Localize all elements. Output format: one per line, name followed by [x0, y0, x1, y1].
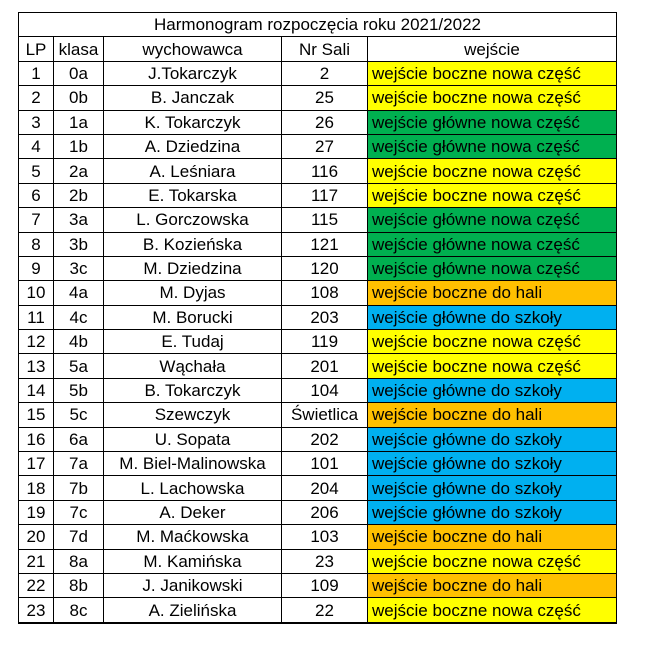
cell-wejscie: wejście główne do szkoły — [368, 427, 617, 451]
cell-wejscie: wejście główne nowa część — [368, 208, 617, 232]
header-row — [19, 37, 617, 61]
table-row — [19, 452, 617, 476]
cell-wychowawca: M. Dziedzina — [104, 256, 282, 280]
cell-wychowawca: M. Maćkowska — [104, 525, 282, 549]
cell-wychowawca: Wąchała — [104, 354, 282, 378]
cell-wejscie: wejście boczne nowa część — [368, 86, 617, 110]
header-sala: Nr Sali — [282, 37, 368, 61]
cell-lp: 15 — [19, 403, 54, 427]
table-row — [19, 110, 617, 134]
cell-sala: 27 — [282, 134, 368, 158]
cell-klasa: 7a — [54, 452, 104, 476]
cell-klasa: 2b — [54, 183, 104, 207]
cell-sala: 121 — [282, 232, 368, 256]
cell-wychowawca: J. Janikowski — [104, 573, 282, 597]
cell-klasa: 2a — [54, 159, 104, 183]
cell-wychowawca: L. Lachowska — [104, 476, 282, 500]
cell-lp: 17 — [19, 452, 54, 476]
table-row — [19, 427, 617, 451]
cell-lp: 2 — [19, 86, 54, 110]
cell-wychowawca: K. Tokarczyk — [104, 110, 282, 134]
table-row — [19, 403, 617, 427]
cell-wychowawca: A. Leśniara — [104, 159, 282, 183]
cell-sala: 103 — [282, 525, 368, 549]
table-row — [19, 134, 617, 158]
table-row — [19, 330, 617, 354]
cell-klasa: 1b — [54, 134, 104, 158]
cell-lp: 1 — [19, 61, 54, 85]
cell-wychowawca: L. Gorczowska — [104, 208, 282, 232]
cell-sala: 201 — [282, 354, 368, 378]
table-row — [19, 281, 617, 305]
table-row — [19, 305, 617, 329]
table-row — [19, 525, 617, 549]
table-row — [19, 378, 617, 402]
header-wejscie: wejście — [368, 37, 617, 61]
cell-klasa: 3a — [54, 208, 104, 232]
cell-sala: 203 — [282, 305, 368, 329]
cell-wychowawca: E. Tokarska — [104, 183, 282, 207]
table-row — [19, 256, 617, 280]
cell-sala: 23 — [282, 549, 368, 573]
cell-wejscie: wejście boczne nowa część — [368, 61, 617, 85]
cell-wejscie: wejście boczne do hali — [368, 525, 617, 549]
title-row — [19, 13, 617, 37]
cell-sala: 108 — [282, 281, 368, 305]
cell-wejscie: wejście główne do szkoły — [368, 305, 617, 329]
table-row — [19, 354, 617, 378]
cell-wychowawca: A. Deker — [104, 500, 282, 524]
cell-wejscie: wejście główne nowa część — [368, 110, 617, 134]
cell-wejscie: wejście boczne do hali — [368, 281, 617, 305]
cell-wychowawca: M. Kamińska — [104, 549, 282, 573]
cell-lp: 6 — [19, 183, 54, 207]
cell-klasa: 8c — [54, 598, 104, 623]
cell-lp: 14 — [19, 378, 54, 402]
cell-lp: 19 — [19, 500, 54, 524]
cell-wejscie: wejście główne do szkoły — [368, 476, 617, 500]
cell-wejscie: wejście boczne nowa część — [368, 183, 617, 207]
cell-lp: 11 — [19, 305, 54, 329]
cell-klasa: 4b — [54, 330, 104, 354]
cell-lp: 9 — [19, 256, 54, 280]
cell-wychowawca: A. Dziedzina — [104, 134, 282, 158]
cell-sala: 109 — [282, 573, 368, 597]
cell-klasa: 4c — [54, 305, 104, 329]
cell-wejscie: wejście główne do szkoły — [368, 378, 617, 402]
table-row — [19, 183, 617, 207]
cell-wychowawca: M. Borucki — [104, 305, 282, 329]
cell-wychowawca: Szewczyk — [104, 403, 282, 427]
cell-wychowawca: U. Sopata — [104, 427, 282, 451]
cell-wychowawca: J.Tokarczyk — [104, 61, 282, 85]
cell-sala: 104 — [282, 378, 368, 402]
cell-klasa: 5a — [54, 354, 104, 378]
table-row — [19, 232, 617, 256]
cell-sala: 202 — [282, 427, 368, 451]
table-row — [19, 476, 617, 500]
cell-wychowawca: A. Zielińska — [104, 598, 282, 623]
table-title: Harmonogram rozpoczęcia roku 2021/2022 — [19, 13, 617, 37]
cell-wychowawca: M. Dyjas — [104, 281, 282, 305]
cell-klasa: 3b — [54, 232, 104, 256]
cell-sala: 2 — [282, 61, 368, 85]
cell-sala: 116 — [282, 159, 368, 183]
header-wychowawca: wychowawca — [104, 37, 282, 61]
cell-sala: 26 — [282, 110, 368, 134]
cell-wychowawca: B. Kozieńska — [104, 232, 282, 256]
cell-wejscie: wejście boczne nowa część — [368, 598, 617, 623]
cell-wejscie: wejście główne nowa część — [368, 232, 617, 256]
cell-lp: 12 — [19, 330, 54, 354]
cell-klasa: 3c — [54, 256, 104, 280]
cell-klasa: 6a — [54, 427, 104, 451]
schedule-table-body — [19, 13, 617, 623]
cell-klasa: 8a — [54, 549, 104, 573]
cell-sala: 22 — [282, 598, 368, 623]
cell-wejscie: wejście boczne do hali — [368, 403, 617, 427]
cell-lp: 16 — [19, 427, 54, 451]
cell-wejscie: wejście boczne nowa część — [368, 354, 617, 378]
cell-klasa: 0a — [54, 61, 104, 85]
table-row — [19, 208, 617, 232]
cell-klasa: 7d — [54, 525, 104, 549]
cell-lp: 7 — [19, 208, 54, 232]
cell-wychowawca: E. Tudaj — [104, 330, 282, 354]
cell-sala: 204 — [282, 476, 368, 500]
cell-lp: 22 — [19, 573, 54, 597]
cell-lp: 3 — [19, 110, 54, 134]
table-row — [19, 61, 617, 85]
cell-wychowawca: B. Janczak — [104, 86, 282, 110]
cell-sala: 206 — [282, 500, 368, 524]
cell-sala: Świetlica — [282, 403, 368, 427]
cell-lp: 18 — [19, 476, 54, 500]
table-row — [19, 86, 617, 110]
header-klasa: klasa — [54, 37, 104, 61]
cell-wychowawca: B. Tokarczyk — [104, 378, 282, 402]
cell-lp: 21 — [19, 549, 54, 573]
cell-sala: 101 — [282, 452, 368, 476]
cell-klasa: 7c — [54, 500, 104, 524]
cell-sala: 119 — [282, 330, 368, 354]
cell-lp: 8 — [19, 232, 54, 256]
cell-sala: 115 — [282, 208, 368, 232]
cell-lp: 5 — [19, 159, 54, 183]
cell-lp: 23 — [19, 598, 54, 623]
header-lp: LP — [19, 37, 54, 61]
cell-wychowawca: M. Biel-Malinowska — [104, 452, 282, 476]
cell-wejscie: wejście boczne do hali — [368, 573, 617, 597]
table-row — [19, 159, 617, 183]
table-row — [19, 549, 617, 573]
cell-wejscie: wejście główne do szkoły — [368, 452, 617, 476]
cell-sala: 120 — [282, 256, 368, 280]
cell-wejscie: wejście główne nowa część — [368, 134, 617, 158]
cell-wejscie: wejście boczne nowa część — [368, 330, 617, 354]
cell-wejscie: wejście główne nowa część — [368, 256, 617, 280]
cell-wejscie: wejście boczne nowa część — [368, 159, 617, 183]
cell-sala: 25 — [282, 86, 368, 110]
cell-lp: 20 — [19, 525, 54, 549]
cell-lp: 4 — [19, 134, 54, 158]
cell-klasa: 1a — [54, 110, 104, 134]
cell-wejscie: wejście boczne nowa część — [368, 549, 617, 573]
table-row — [19, 598, 617, 623]
table-row — [19, 573, 617, 597]
cell-klasa: 5b — [54, 378, 104, 402]
cell-sala: 117 — [282, 183, 368, 207]
table-row — [19, 500, 617, 524]
cell-klasa: 7b — [54, 476, 104, 500]
cell-klasa: 5c — [54, 403, 104, 427]
cell-lp: 10 — [19, 281, 54, 305]
cell-klasa: 8b — [54, 573, 104, 597]
cell-klasa: 0b — [54, 86, 104, 110]
cell-lp: 13 — [19, 354, 54, 378]
cell-klasa: 4a — [54, 281, 104, 305]
schedule-table — [18, 12, 617, 624]
cell-wejscie: wejście główne do szkoły — [368, 500, 617, 524]
